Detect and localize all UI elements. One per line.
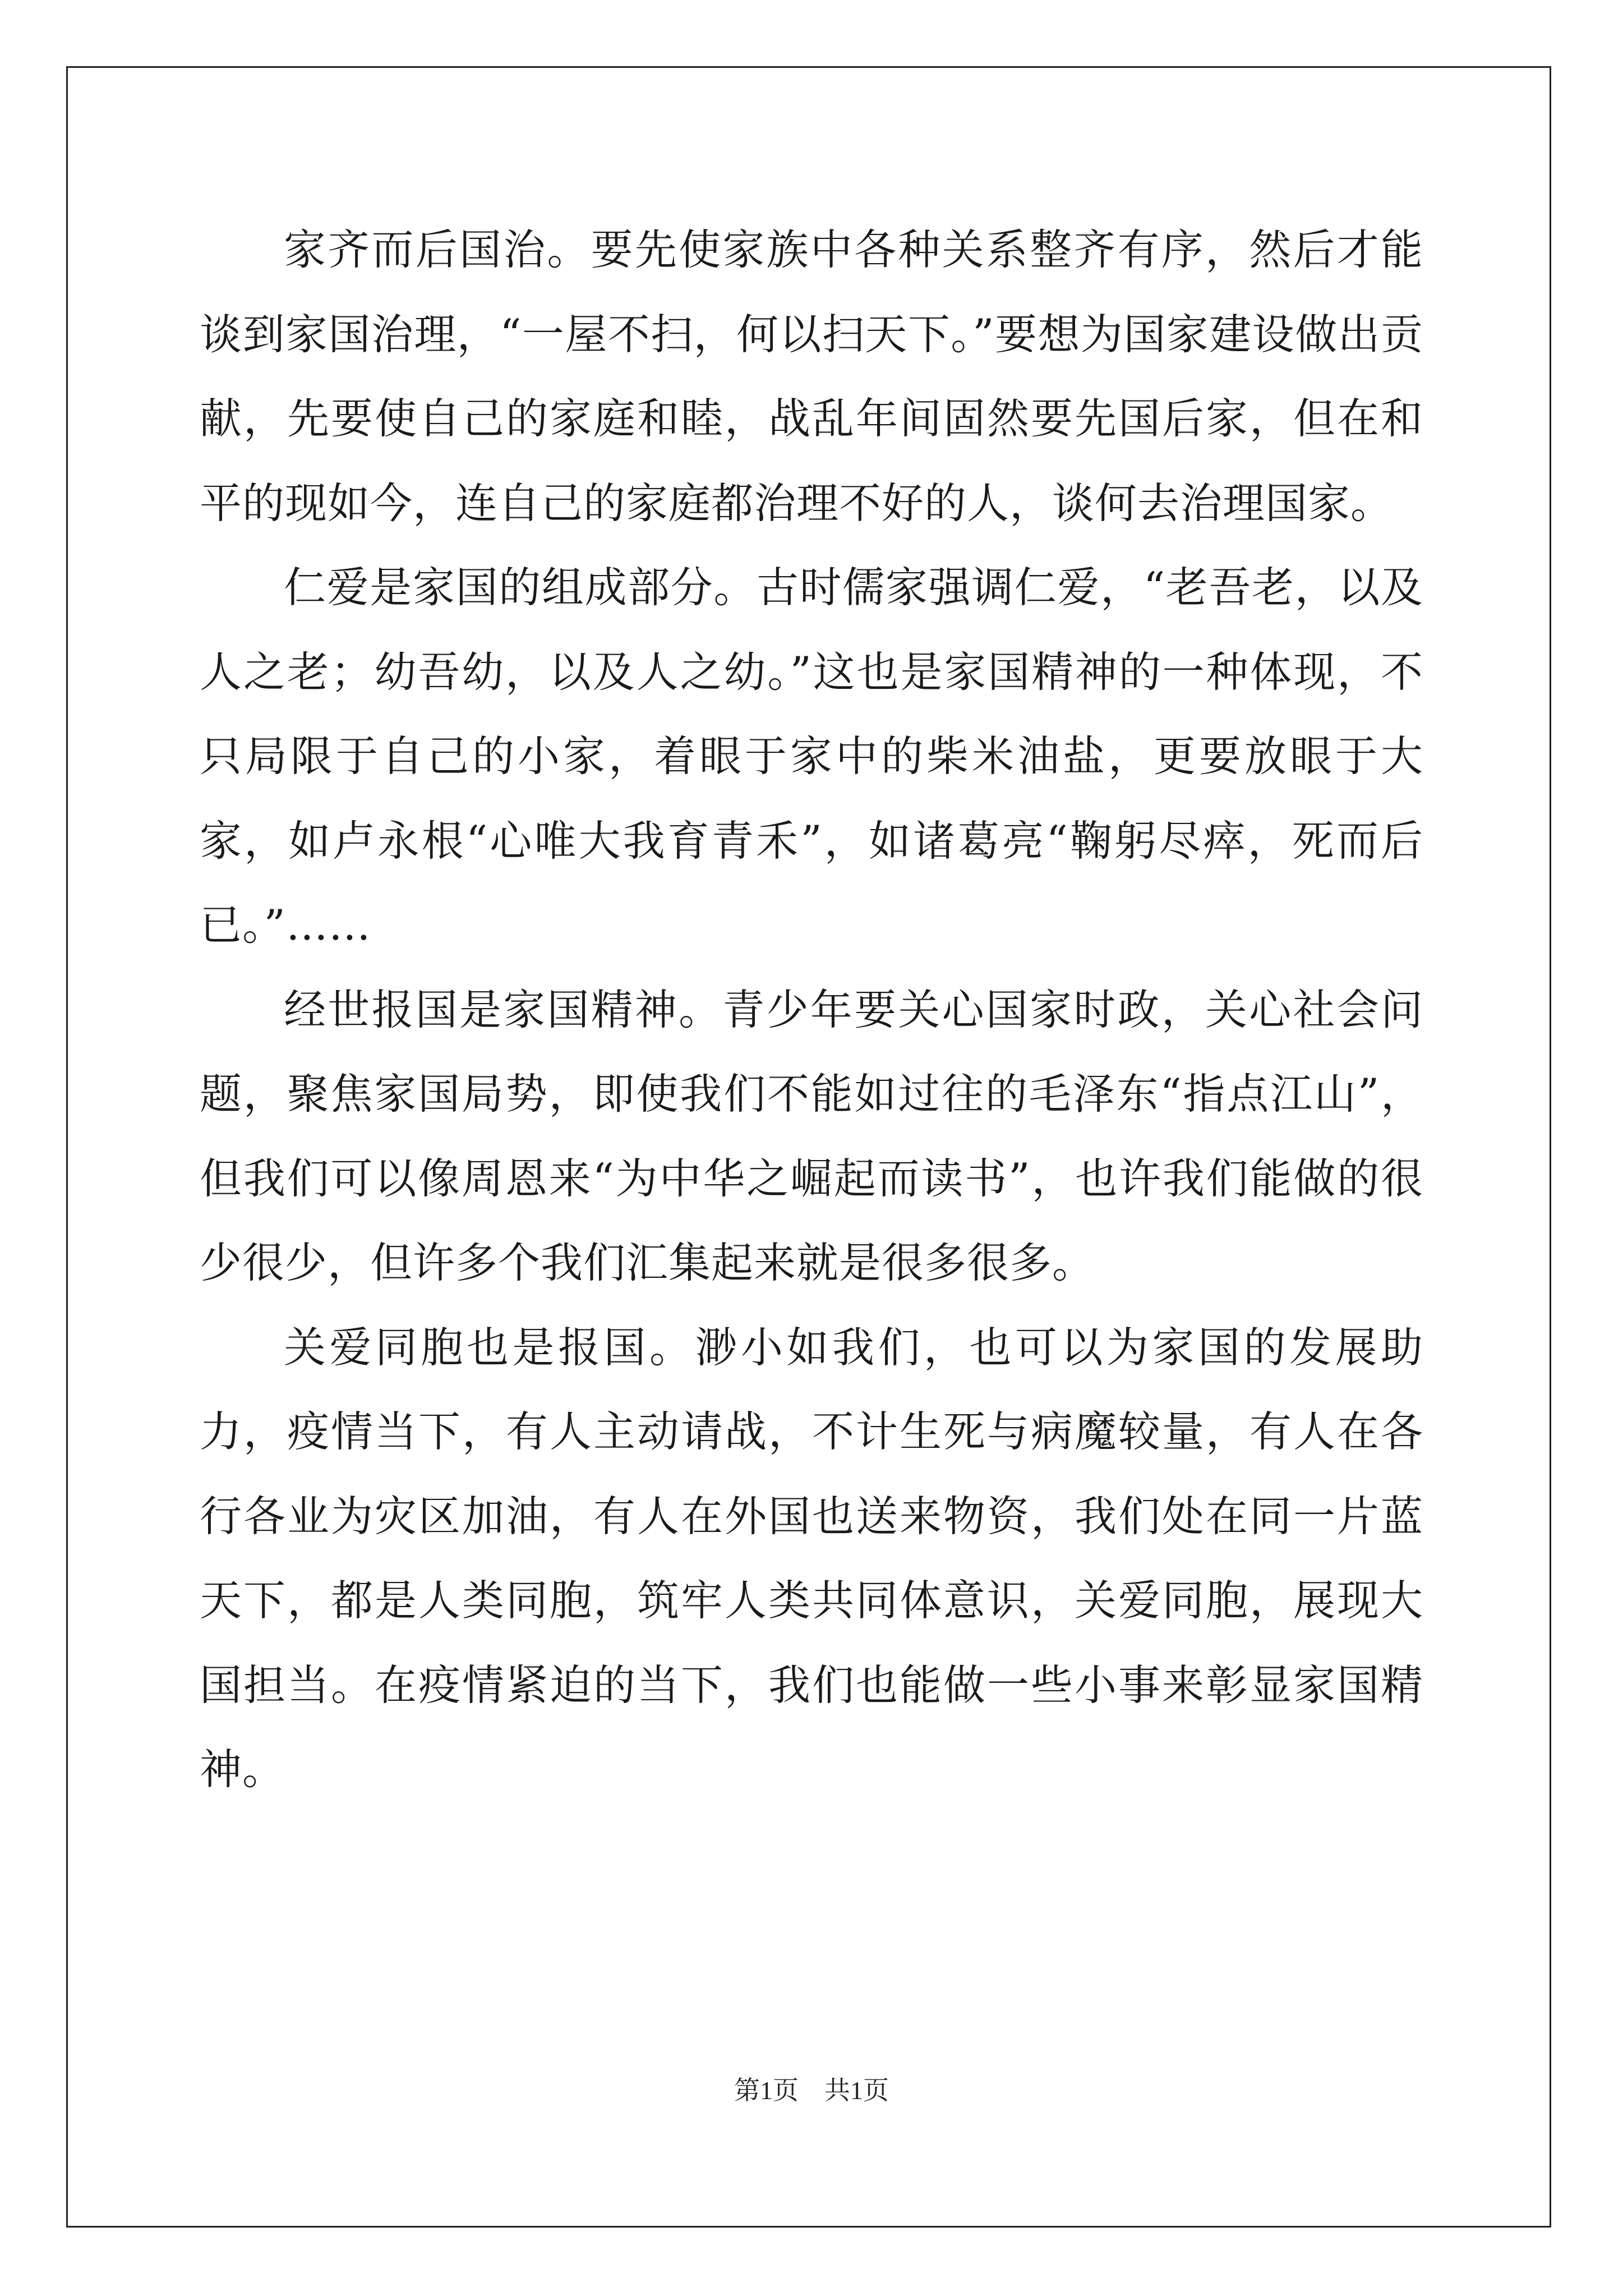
paragraph-2: 仁爱是家国的组成部分。古时儒家强调仁爱，“老吾老，以及人之老；幼吾幼，以及人之幼。”这也是家国精神的一种体现，不只局限于自己的小家，着眼于家中的柴米油盐，更要放眼于大家，如卢永根“心唯大我育青禾”，如诸葛亮“鞠躬尽瘁，死而后已。”……: [200, 563, 1423, 950]
paragraph-1: 家齐而后国治。要先使家族中各种关系整齐有序，然后才能谈到家国治理，“一屋不扫，何以扫天下。”要想为国家建设做出贡献，先要使自己的家庭和睦，战乱年间固然要先国后家，但在和平的现如今，连自己的家庭都治理不好的人，谈何去治理国家。: [200, 225, 1423, 528]
page-number-footer: 第1页 共1页: [734, 2076, 889, 2105]
document-body: [200, 208, 1423, 1812]
paragraph-3: 经世报国是家国精神。青少年要关心国家时政，关心社会问题，聚焦家国局势，即使我们不能如过往的毛泽东“指点江山”，但我们可以像周恩来“为中华之崛起而读书”，也许我们能做的很少很少，但许多个我们汇集起来就是很多很多。: [200, 984, 1423, 1287]
paragraph-4: 关爱同胞也是报国。渺小如我们，也可以为家国的发展助力，疫情当下，有人主动请战，不计生死与病魔较量，有人在各行各业为灾区加油，有人在外国也送来物资，我们处在同一片蓝天下，都是人类同胞，筑牢人类共同体意识，关爱同胞，展现大国担当。在疫情紧迫的当下，我们也能做一些小事来彰显家国精神。: [200, 1322, 1423, 1794]
